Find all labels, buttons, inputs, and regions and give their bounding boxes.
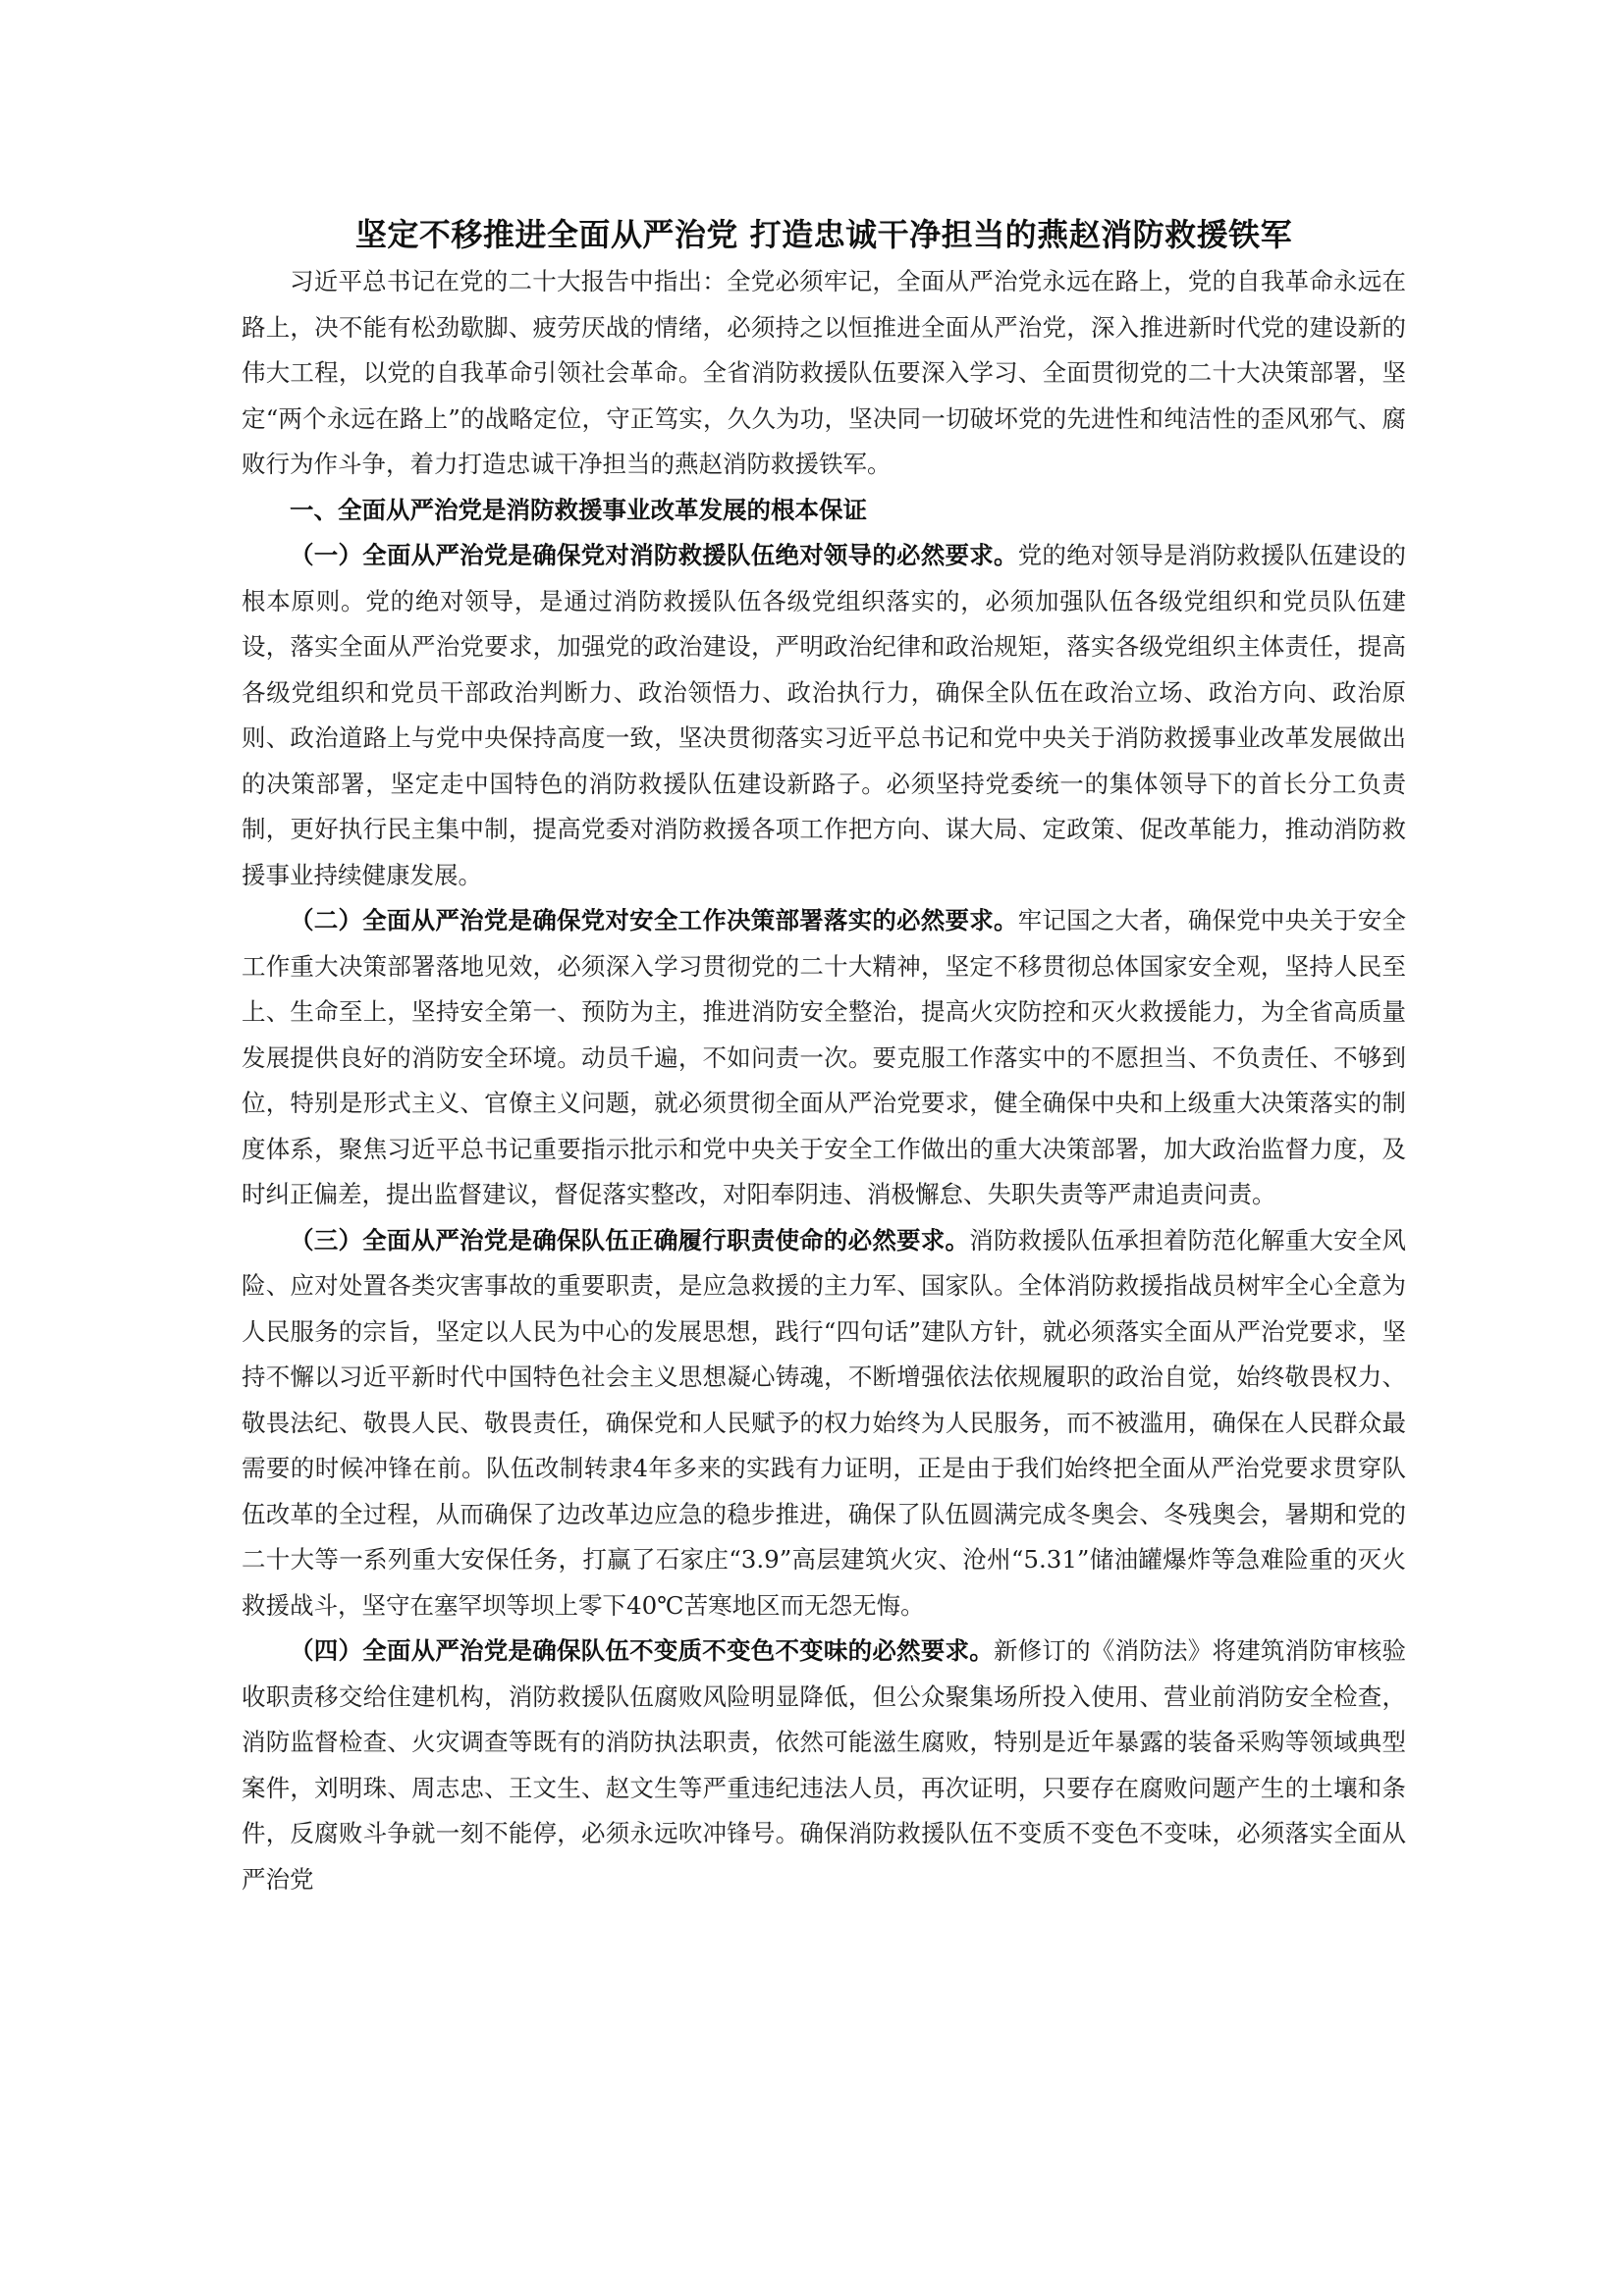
- paragraph-4: [242, 1629, 1406, 1902]
- paragraph-1: [242, 533, 1406, 898]
- paragraph-3-lead: （三）全面从严治党是确保队伍正确履行职责使命的必然要求。: [290, 1225, 970, 1255]
- paragraph-2-lead: （二）全面从严治党是确保党对安全工作决策部署落实的必然要求。: [290, 906, 1018, 934]
- paragraph-3-body: 消防救援队伍承担着防范化解重大安全风险、应对处置各类灾害事故的重要职责，是应急救援的主力军、国家队。全体消防救援指战员树牢全心全意为人民服务的宗旨，坚定以人民为中心的发展思想，践行“四句话”建队方针，就必须落实全面从严治党要求，坚持不懈以习近平新时代中国特色社会主义思想凝心铸魂，不断增强依法依规履职的政治自觉，始终敬畏权力、敬畏法纪、敬畏人民、敬畏责任，确保党和人民赋予的权力始终为人民服务，而不被滥用，确保在人民群众最需要的时候冲锋在前。队伍改制转隶4年多来的实践有力证明，正是由于我们始终把全面从严治党要求贯穿队伍改革的全过程，从而确保了边改革边应急的稳步推进，确保了队伍圆满完成冬奥会、冬残奥会，暑期和党的二十大等一系列重大安保任务，打赢了石家庄“3.9”高层建筑火灾、沧州“5.31”储油罐爆炸等急难险重的灭火救援战斗，坚守在塞罕坝等坝上零下40℃苦寒地区而无怨无悔。: [242, 1225, 1407, 1620]
- paragraph-4-body: 新修订的《消防法》将建筑消防审核验收职责移交给住建机构，消防救援队伍腐败风险明显降低，但公众聚集场所投入使用、营业前消防安全检查，消防监督检查、火灾调查等既有的消防执法职责，依然可能滋生腐败，特别是近年暴露的装备采购等领域典型案件，刘明珠、周志忠、王文生、赵文生等严重违纪违法人员，再次证明，只要存在腐败问题产生的土壤和条件，反腐败斗争就一刻不能停，必须永远吹冲锋号。确保消防救援队伍不变质不变色不变味，必须落实全面从严治党: [242, 1636, 1407, 1894]
- document-body: [242, 210, 1406, 1902]
- paragraph-3: [242, 1218, 1406, 1629]
- paragraph-2-body: 牢记国之大者，确保党中央关于安全工作重大决策部署落地见效，必须深入学习贯彻党的二十大精神，坚定不移贯彻总体国家安全观，坚持人民至上、生命至上，坚持安全第一、预防为主，推进消防安全整治，提高火灾防控和灭火救援能力，为全省高质量发展提供良好的消防安全环境。动员千遍，不如问责一次。要克服工作落实中的不愿担当、不负责任、不够到位，特别是形式主义、官僚主义问题，就必须贯彻全面从严治党要求，健全确保中央和上级重大决策落实的制度体系，聚焦习近平总书记重要指示批示和党中央关于安全工作做出的重大决策部署，加大政治监督力度，及时纠正偏差，提出监督建议，督促落实整改，对阳奉阴违、消极懈怠、失职失责等严肃追责问责。: [242, 906, 1407, 1208]
- intro-paragraph: 习近平总书记在党的二十大报告中指出：全党必须牢记，全面从严治党永远在路上，党的自我革命永远在路上，决不能有松劲歇脚、疲劳厌战的情绪，必须持之以恒推进全面从严治党，深入推进新时代党的建设新的伟大工程，以党的自我革命引领社会革命。全省消防救援队伍要深入学习、全面贯彻党的二十大决策部署，坚定“两个永远在路上”的战略定位，守正笃实，久久为功，坚决同一切破坏党的先进性和纯洁性的歪风邪气、腐败行为作斗争，着力打造忠诚干净担当的燕赵消防救援铁军。: [242, 267, 1406, 478]
- paragraph-1-lead: （一）全面从严治党是确保党对消防救援队伍绝对领导的必然要求。: [290, 541, 1018, 569]
- paragraph-2: [242, 898, 1406, 1218]
- paragraph-4-lead: （四）全面从严治党是确保队伍不变质不变色不变味的必然要求。: [290, 1636, 994, 1665]
- document-title: 坚定不移推进全面从严治党 打造忠诚干净担当的燕赵消防救援铁军: [354, 216, 1293, 253]
- section-heading: 一、全面从严治党是消防救援事业改革发展的根本保证: [290, 495, 867, 524]
- paragraph-1-body: 党的绝对领导是消防救援队伍建设的根本原则。党的绝对领导，是通过消防救援队伍各级党组织落实的，必须加强队伍各级党组织和党员队伍建设，落实全面从严治党要求，加强党的政治建设，严明政治纪律和政治规矩，落实各级党组织主体责任，提高各级党组织和党员干部政治判断力、政治领悟力、政治执行力，确保全队伍在政治立场、政治方向、政治原则、政治道路上与党中央保持高度一致，坚决贯彻落实习近平总书记和党中央关于消防救援事业改革发展做出的决策部署，坚定走中国特色的消防救援队伍建设新路子。必须坚持党委统一的集体领导下的首长分工负责制，更好执行民主集中制，提高党委对消防救援各项工作把方向、谋大局、定政策、促改革能力，推动消防救援事业持续健康发展。: [242, 541, 1407, 889]
